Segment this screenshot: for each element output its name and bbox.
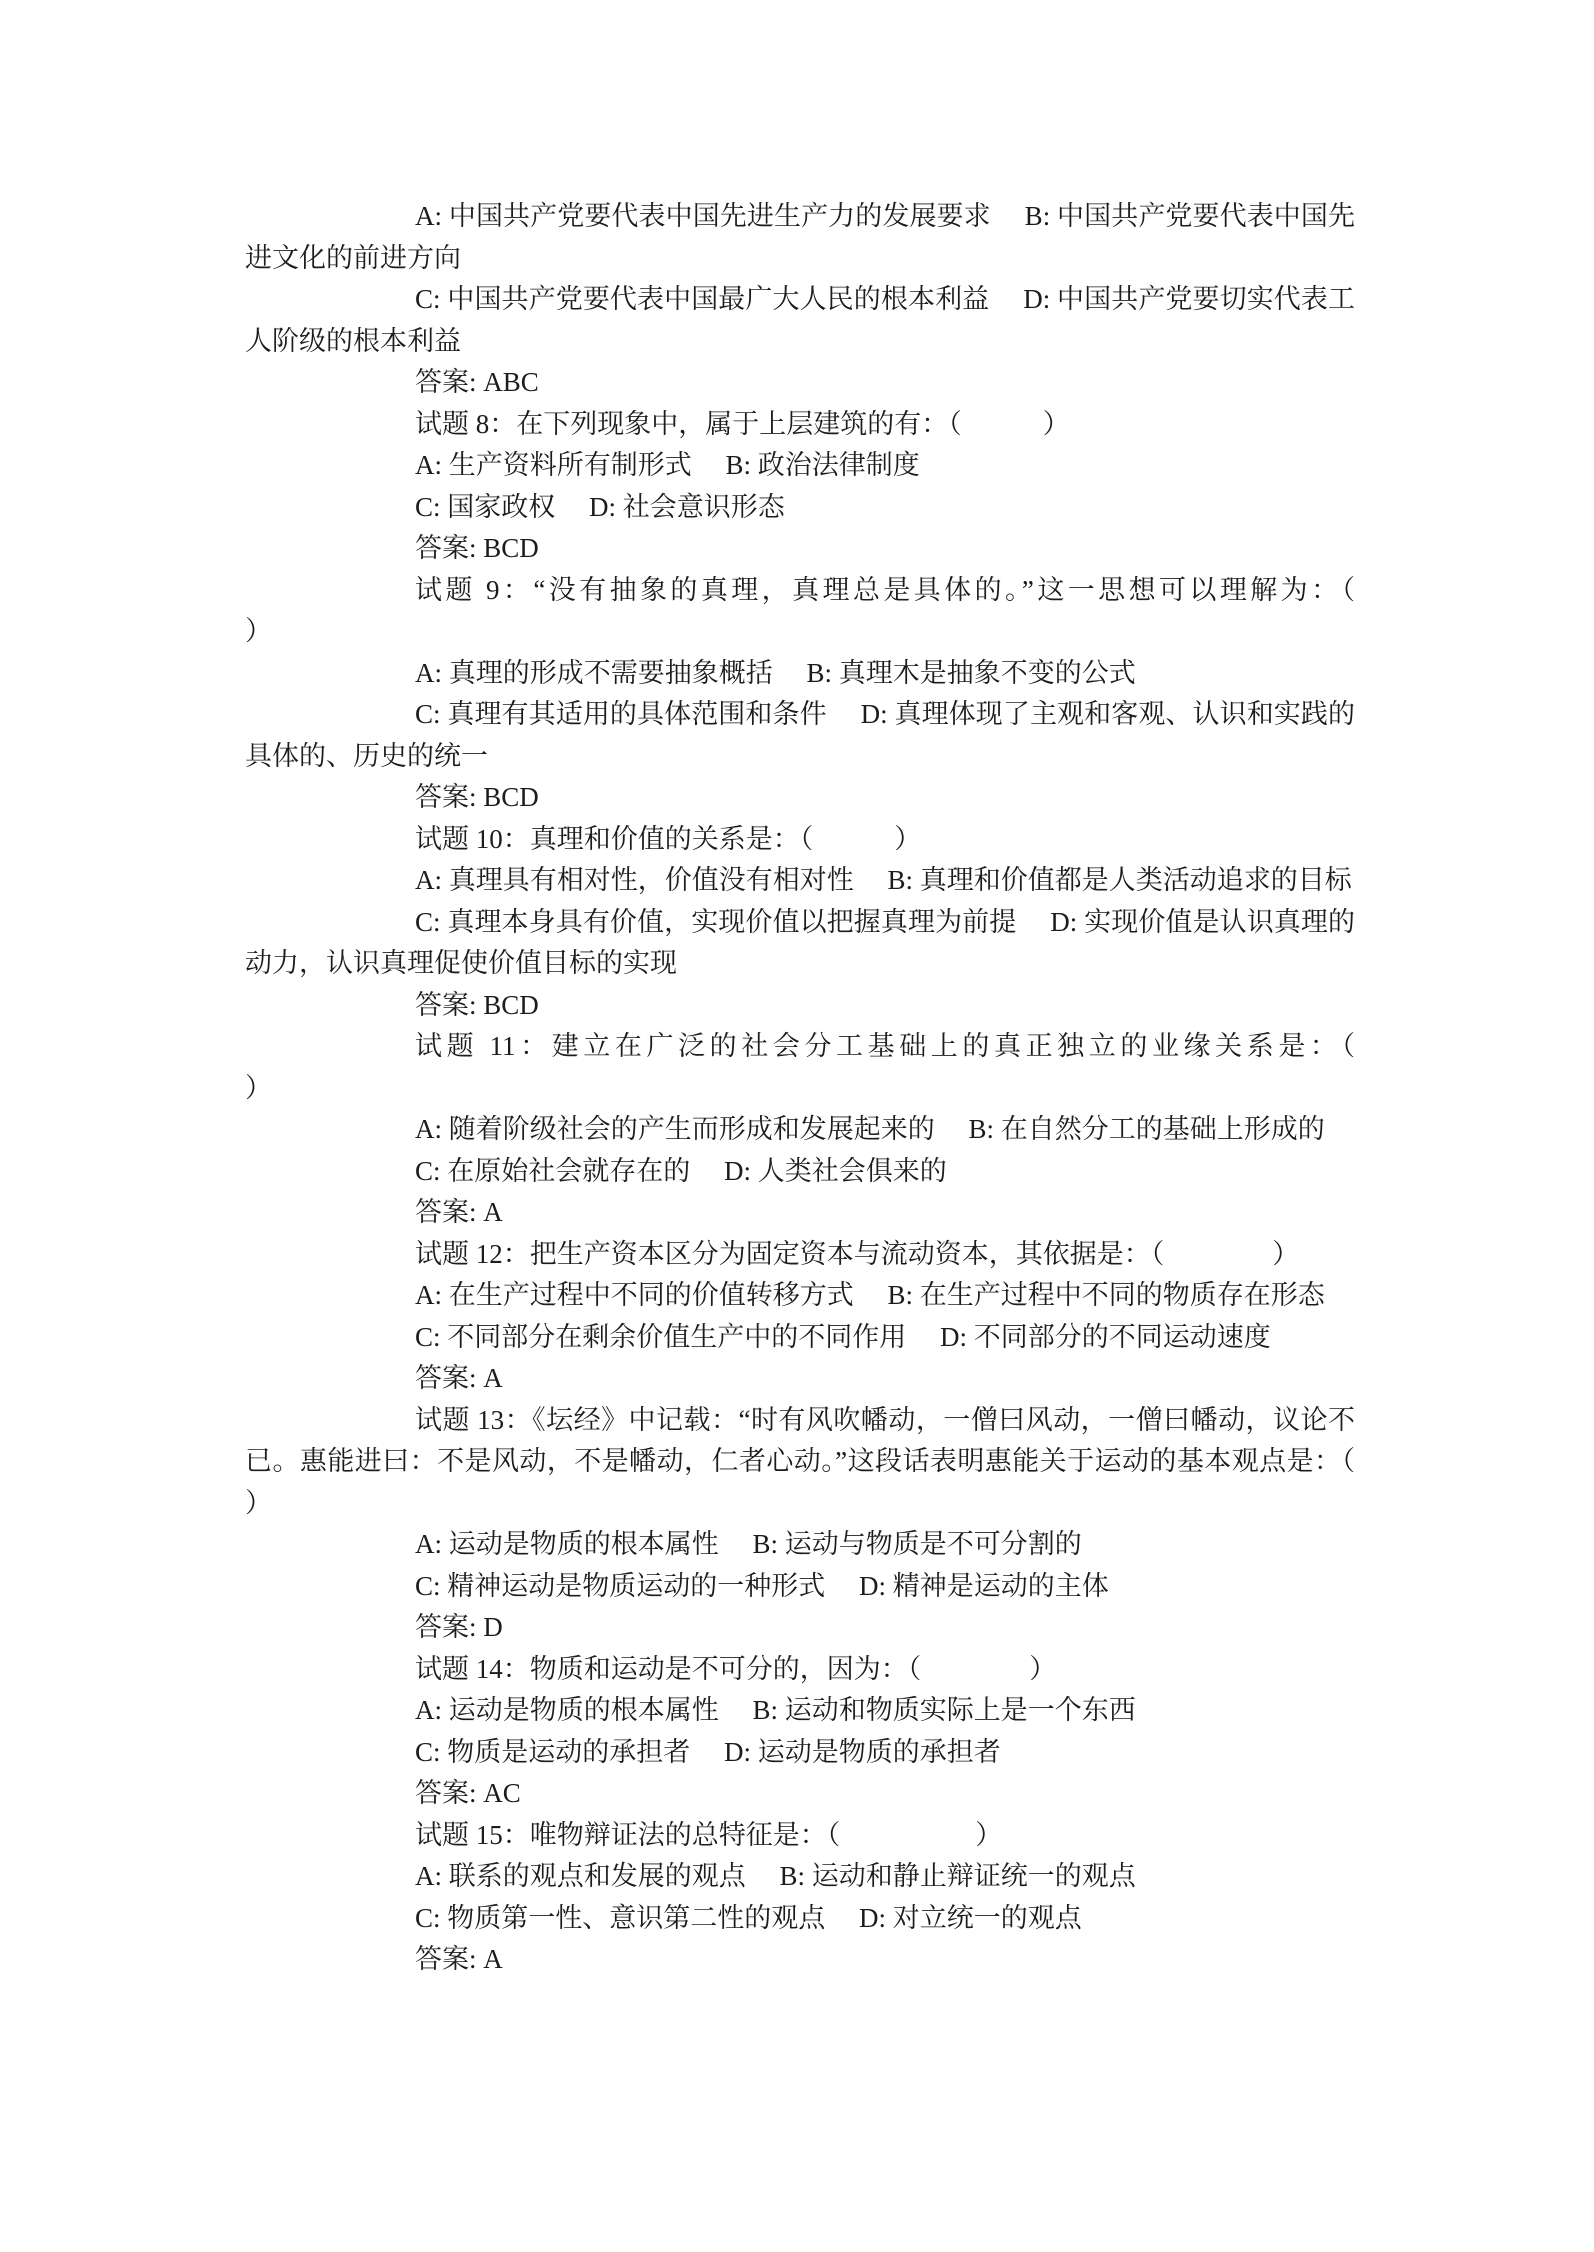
options-paragraph: A: 真理的形成不需要抽象概括 B: 真理木是抽象不变的公式 bbox=[415, 657, 1136, 688]
options-paragraph: A: 随着阶级社会的产生而形成和发展起来的 B: 在自然分工的基础上形成的 bbox=[415, 1114, 1325, 1144]
answer-paragraph: 答案: A bbox=[415, 1363, 503, 1393]
options-paragraph: C: 精神运动是物质运动的一种形式 D: 精神是运动的主体 bbox=[415, 1570, 1109, 1601]
options-paragraph: C: 不同部分在剩余价值生产中的不同作用 D: 不同部分的不同运动速度 bbox=[415, 1321, 1271, 1352]
options-paragraph: C: 真理本身具有价值，实现价值以把握真理为前提 D: 实现价值是认识真理的动力，认识真理促使价值目标的实现 bbox=[245, 906, 1355, 978]
options-paragraph: A: 运动是物质的根本属性 B: 运动与物质是不可分割的 bbox=[415, 1529, 1082, 1559]
options-paragraph: C: 物质是运动的承担者 D: 运动是物质的承担者 bbox=[415, 1736, 1001, 1767]
answer-paragraph: 答案: BCD bbox=[415, 533, 539, 563]
answer-paragraph: 答案: BCD bbox=[415, 989, 539, 1020]
question-paragraph: 试题 13：《坛经》中记载：“时有风吹幡动，一僧曰风动，一僧曰幡动，议论不已。惠能进曰：不是风动，不是幡动，仁者心动。”这段话表明惠能关于运动的基本观点是：（ ） bbox=[245, 1404, 1463, 1518]
options-paragraph: C: 国家政权 D: 社会意识形态 bbox=[415, 491, 785, 522]
question-paragraph: 试题 8：在下列现象中，属于上层建筑的有：（ ） bbox=[415, 408, 1070, 439]
question-paragraph: 试题 12：把生产资本区分为固定资本与流动资本，其依据是：（ ） bbox=[415, 1238, 1300, 1269]
options-paragraph: C: 物质第一性、意识第二性的观点 D: 对立统一的观点 bbox=[415, 1902, 1082, 1933]
options-paragraph: C: 中国共产党要代表中国最广大人民的根本利益 D: 中国共产党要切实代表工人阶级的根本利益 bbox=[245, 284, 1355, 356]
document-page bbox=[245, 196, 1490, 1981]
answer-paragraph: 答案: A bbox=[415, 1197, 503, 1227]
question-paragraph: 试题 15：唯物辩证法的总特征是：（ ） bbox=[415, 1819, 1003, 1850]
options-paragraph: A: 联系的观点和发展的观点 B: 运动和静止辩证统一的观点 bbox=[415, 1861, 1136, 1891]
options-paragraph: C: 在原始社会就存在的 D: 人类社会俱来的 bbox=[415, 1155, 947, 1186]
question-paragraph: 试题 11：建立在广泛的社会分工基础上的真正独立的业缘关系是：（ ） bbox=[245, 1031, 1490, 1103]
options-paragraph: C: 真理有其适用的具体范围和条件 D: 真理体现了主观和客观、认识和实践的具体的、历史的统一 bbox=[245, 699, 1355, 771]
answer-paragraph: 答案: ABC bbox=[415, 367, 539, 397]
answer-paragraph: 答案: BCD bbox=[415, 782, 539, 812]
question-paragraph: 试题 14：物质和运动是不可分的，因为：（ ） bbox=[415, 1653, 1057, 1684]
question-paragraph: 试题 9：“没有抽象的真理，真理总是具体的。”这一思想可以理解为：（ ） bbox=[245, 574, 1463, 646]
options-paragraph: A: 真理具有相对性，价值没有相对性 B: 真理和价值都是人类活动追求的目标 bbox=[415, 865, 1352, 895]
options-paragraph: A: 在生产过程中不同的价值转移方式 B: 在生产过程中不同的物质存在形态 bbox=[415, 1280, 1325, 1310]
answer-paragraph: 答案: D bbox=[415, 1612, 503, 1642]
answer-paragraph: 答案: A bbox=[415, 1944, 503, 1974]
options-paragraph: A: 中国共产党要代表中国先进生产力的发展要求 B: 中国共产党要代表中国先进文化的前进方向 bbox=[245, 201, 1355, 273]
answer-paragraph: 答案: AC bbox=[415, 1778, 521, 1808]
options-paragraph: A: 生产资料所有制形式 B: 政治法律制度 bbox=[415, 450, 920, 480]
options-paragraph: A: 运动是物质的根本属性 B: 运动和物质实际上是一个东西 bbox=[415, 1695, 1136, 1725]
question-paragraph: 试题 10：真理和价值的关系是：（ ） bbox=[415, 823, 922, 854]
